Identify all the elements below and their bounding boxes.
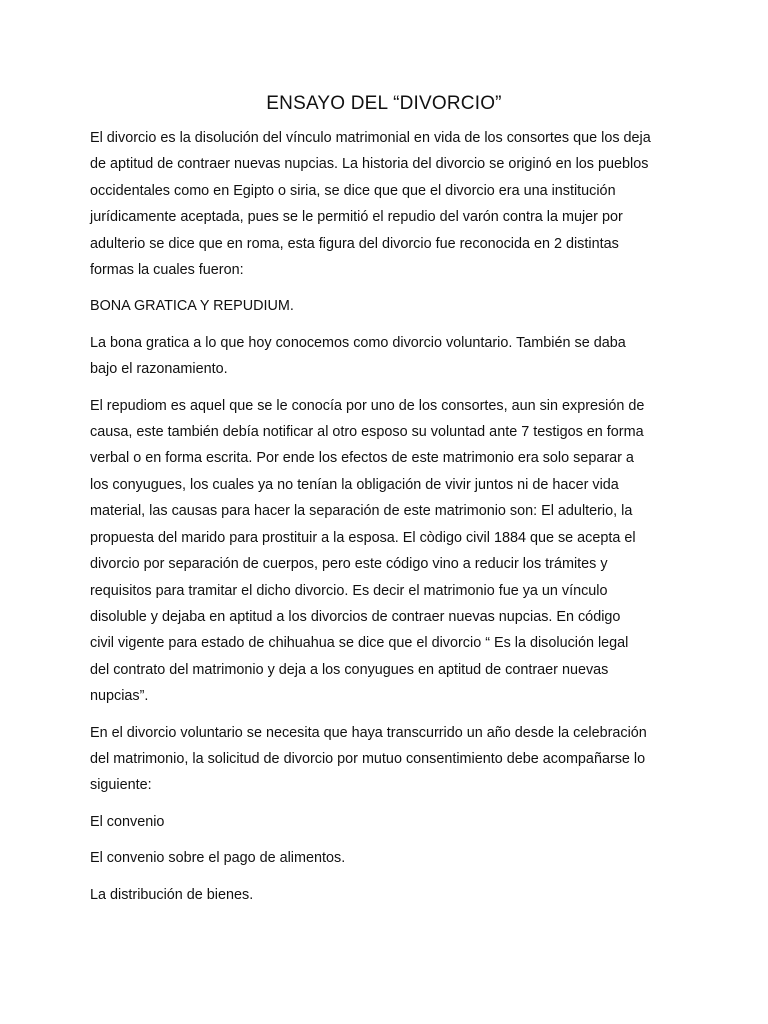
document-title: ENSAYO DEL “DIVORCIO” [266, 93, 502, 114]
paragraph-list-item-convenio: El convenio [90, 813, 165, 830]
paragraph-intro: El divorcio es la disolución del vínculo matrimonial en vida de los consortes que los deja de aptitud de contraer nuevas nupcias. La historia del divorcio se originó en los pueblos occidentales como en Egipto o siria, se dice que que el divorcio era una institución jurídicamente aceptada, pues se le permitió el repudio del varón contra la mujer por adulterio se dice que en roma, esta figura del divorcio fue reconocida en 2 distintas formas la cuales fueron: [90, 130, 651, 279]
document-body [90, 125, 690, 918]
paragraph-forms-heading: BONA GRATICA Y REPUDIUM. [90, 298, 294, 315]
paragraph-repudiom: El repudiom es aquel que se le conocía por uno de los consortes, aun sin expresión de causa, este también debía notificar al otro esposo su voluntad ante 7 testigos en forma verbal o en forma escrita. Por ende los efectos de este matrimonio era solo separar a los conyugues, los cuales ya no tenían la obligación de vivir juntos ni de hacer vida material, las causas para hacer la separación de este matrimonio son: El adulterio, la propuesta del marido para prostituir a la esposa. El còdigo civil 1884 que se acepta el divorcio por separación de cuerpos, pero este código vino a reducir los trámites y requisitos para tramitar el dicho divorcio. Es decir el matrimonio fue ya un vínculo disoluble y dejaba en aptitud a los divorcios de contraer nuevas nupcias. En código civil vigente para estado de chihuahua se dice que el divorcio “ Es la disolución legal del contrato del matrimonio y deja a los conyugues en aptitud de contraer nuevas nupcias”. [90, 397, 645, 705]
paragraph-list-item-bienes: La distribución de bienes. [90, 886, 254, 903]
paragraph-divorcio-voluntario: En el divorcio voluntario se necesita que haya transcurrido un año desde la celebración del matrimonio, la solicitud de divorcio por mutuo consentimiento debe acompañarse lo siguiente: [90, 724, 647, 794]
paragraph-bona-gratica: La bona gratica a lo que hoy conocemos como divorcio voluntario. También se daba bajo el razonamiento. [90, 334, 626, 378]
paragraph-list-item-alimentos: El convenio sobre el pago de alimentos. [90, 850, 346, 867]
